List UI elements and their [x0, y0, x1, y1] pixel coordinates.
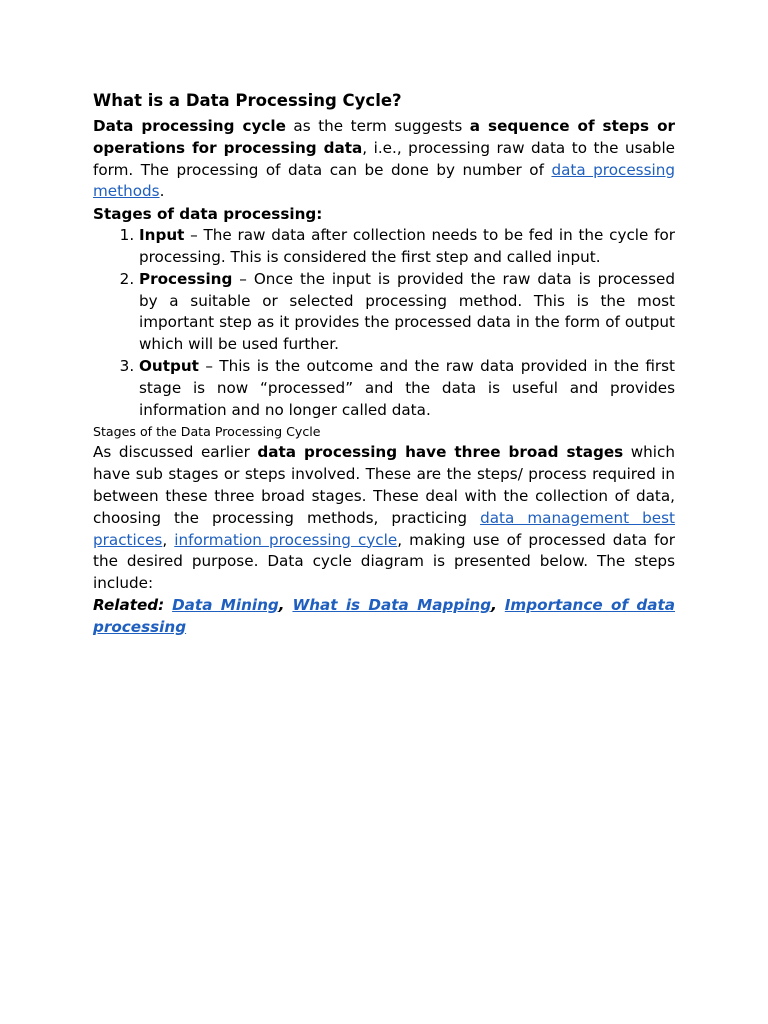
cycle-heading: Stages of the Data Processing Cycle [93, 424, 321, 440]
separator: , [278, 595, 285, 614]
related-links [93, 595, 675, 639]
importance-of-data-processing-link[interactable]: Importance of data processing [93, 595, 676, 636]
information-processing-cycle-link[interactable]: information processing cycle [174, 530, 398, 549]
data-processing-methods-link[interactable]: data processing methods [93, 160, 675, 201]
intro-text: , i.e., processing raw data to the usable form. The processing of data can be done by number of [93, 138, 676, 179]
stages-list [93, 225, 675, 421]
data-mining-link[interactable]: Data Mining [172, 595, 279, 614]
list-item [139, 356, 675, 421]
stage-text: – The raw data after collection needs to be fed in the cycle for processing. This is considered the first step and called input. [139, 226, 675, 266]
stages-heading: Stages of data processing: [93, 205, 323, 224]
stage-text: – This is the outcome and the raw data provided in the first stage is now “processed” and the data is useful and provides information and no longer called data. [139, 356, 675, 419]
cycle-text: which have sub stages or steps involved. These are the steps/ process required in between these three broad stages. These deal with the collection of data, choosing the processing methods, practicing [93, 443, 676, 527]
intro-paragraph [93, 116, 675, 203]
cycle-bold-text: data processing have three broad stages [257, 443, 624, 462]
data-mapping-link[interactable]: What is Data Mapping [292, 595, 492, 614]
stage-text: – Once the input is provided the raw data is processed by a suitable or selected processing method. This is the most important step as it provides the processed data in the form of output which will be used further. [139, 269, 675, 354]
list-item [139, 225, 675, 269]
intro-text: as the term suggests [285, 117, 470, 135]
stage-name: Input [139, 226, 185, 245]
page-title: What is a Data Processing Cycle? [93, 91, 402, 110]
stage-name: Output [139, 356, 199, 375]
related-label: Related: [93, 595, 165, 614]
cycle-text: , [162, 530, 175, 549]
stage-name: Processing [139, 269, 233, 288]
cycle-paragraph [93, 442, 675, 595]
intro-text: . [159, 182, 165, 201]
data-management-best-practices-link[interactable]: data management best practices [93, 508, 676, 549]
list-item [139, 269, 675, 356]
intro-bold-term: Data processing cycle [93, 117, 286, 135]
cycle-text: As discussed earlier [93, 443, 258, 462]
separator: , [491, 595, 497, 614]
cycle-text: , making use of processed data for the desired purpose. Data cycle diagram is presented below. The steps include: [93, 530, 676, 593]
intro-bold-definition: a sequence of steps or operations for processing data [93, 117, 676, 157]
